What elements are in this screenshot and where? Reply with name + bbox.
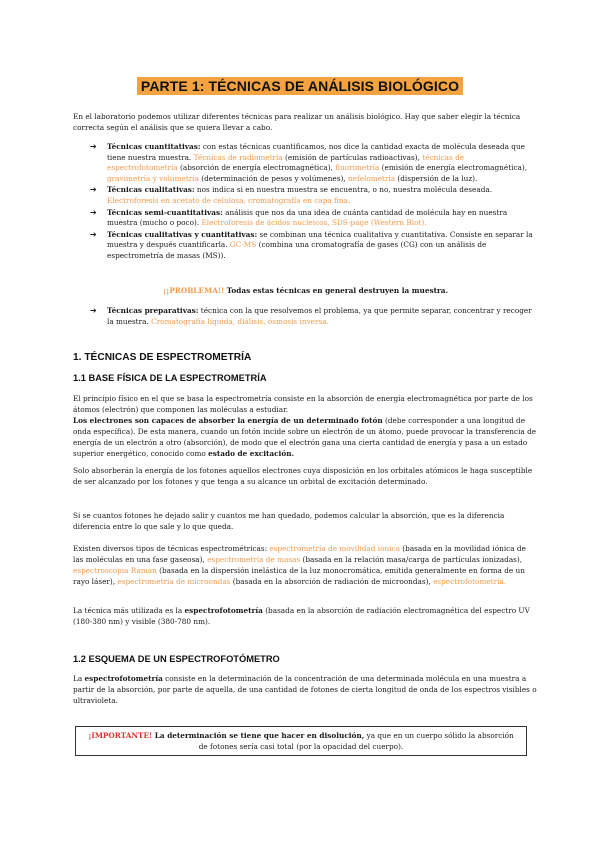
list-item-preparativas: [90, 306, 536, 327]
paragraph-physical-basis: [73, 393, 538, 459]
arrow-right-icon: ➔: [90, 142, 97, 151]
term-label: Técnicas cuantitativas:: [107, 142, 201, 151]
text: (basada en la movilidad iónica de las moléculas en una fase gaseosa),: [73, 544, 526, 564]
example-text: nefelometría: [347, 173, 396, 183]
text: ya que en un cuerpo sólido la absorción de fotones sería casi total (por la opacidad del cuerpo).: [198, 731, 514, 751]
paragraph-spectrophotometer: [73, 673, 538, 706]
section-heading-1-2: 1.2 ESQUEMA DE UN ESPECTROFOTÓMETRO: [73, 654, 280, 664]
text: (basada en la dispersión inelástica de la luz monocromática, emitida generalmente en forma de un rayo láser),: [73, 566, 525, 586]
example-text: fluorimetría: [335, 163, 380, 173]
paragraph-photons: Si se cuantos fotones he dejado salir y cuantos me han quedado, podemos calcular la absorción, que es la diferencia diferencia entre lo que sale y lo que queda.: [73, 511, 505, 531]
page-title: PARTE 1: TÉCNICAS DE ANÁLISIS BIOLÓGICO: [137, 77, 463, 95]
text: El principio físico en el que se basa la espectrometría consiste en la absorción de energía electromagnética por parte de los átomos (electrón) que componen las moléculas a estudiar.: [73, 394, 533, 414]
title-wrapper: [0, 76, 600, 95]
important-label: ¡IMPORTANTE!: [88, 731, 153, 740]
example-text: espectroscopia Raman: [73, 566, 157, 575]
text: (emisión de energía electromagnética),: [379, 163, 528, 173]
text: (combina una cromatografía de gases (CG) con un análisis de espectrometría de masas (MS)).: [107, 240, 487, 260]
example-text: espectrometría de microondas: [117, 577, 231, 586]
bold-text: espectrofotometría: [84, 674, 163, 683]
technique-list-2: [90, 306, 536, 328]
bold-text: Los electrones son capaces de absorber la energía de un determinado fotón: [73, 416, 383, 425]
paragraph-absorption: Solo absorberán la energía de los fotones aquellos electrones cuya disposición en los orbitales atómicos le haga susceptible de ser alcanzado por los fotones y que tenga a su alcance un orbital de excitación determinado.: [73, 466, 533, 486]
text: nos indica si en nuestra muestra se encuentra, o no, nuestra molécula deseada.: [194, 185, 493, 195]
important-note-box: [75, 726, 527, 756]
arrow-right-icon: ➔: [90, 185, 97, 195]
text: consiste en la determinación de la concentración de una determinada molécula en una muestra a partir de la absorción, por parte de aquella, de una cantidad de fotones de cierta longitud de onda de los espectros visibles o ultravioleta.: [73, 674, 537, 705]
bold-text: La determinación se tiene que hacer en disolución,: [152, 731, 365, 740]
text: La técnica más utilizada es la: [73, 606, 185, 615]
example-text: Cromatografía líquida, diálisis, ósmosis inversa.: [151, 316, 329, 326]
list-item-semicuantitativas: [90, 208, 536, 229]
arrow-right-icon: ➔: [90, 207, 97, 217]
term-label: Técnicas cualitativas:: [107, 185, 195, 195]
text: se combinan una técnica cualitativa y cuantitativa. Consiste en separar la muestra y después cuantificarla.: [107, 229, 533, 250]
example-text: GC-MS: [229, 240, 257, 250]
term-label: Técnicas semi-cuantitativas:: [107, 207, 223, 217]
example-text: Electroforesis en acetato de celulosa, cromatografía en capa fina.: [107, 195, 351, 205]
technique-list-1: [90, 142, 536, 263]
term-label: Técnicas cualitativas y cuantitativas:: [107, 229, 258, 239]
text: (basada en la absorción de radiación de microondas),: [230, 577, 434, 586]
example-text: gravimetría y volumetría: [107, 173, 199, 183]
bold-text: espectrofotometría: [184, 606, 263, 615]
text: (dispersión de la luz).: [395, 173, 478, 183]
example-text: espectrometría de masas: [207, 555, 301, 564]
text: Existen diversos tipos de técnicas espectrométricas:: [73, 544, 270, 553]
example-text: Electroforesis de ácidos nucleicos, SDS-page (Western Blot).: [201, 218, 427, 228]
example-text: espectrometría de movilidad iónica: [269, 544, 400, 553]
text: La: [73, 674, 85, 683]
arrow-right-icon: ➔: [90, 229, 97, 239]
intro-paragraph: En el laboratorio podemos utilizar diferentes técnicas para realizar un análisis biológico. Hay que saber elegir la técnica correcta según el análisis que se quiera llevar a cabo.: [73, 112, 521, 132]
text: (absorción de energía electromagnética),: [177, 163, 336, 173]
arrow-right-icon: ➔: [90, 306, 97, 315]
text: (determinación de pesos y volúmenes),: [198, 173, 348, 183]
problem-text: Todas estas técnicas en general destruyen la muestra.: [224, 286, 449, 295]
text: (debe corresponder a una longitud de onda específica). De esta manera, cuando un fotón incide sobre un electrón de un átomo, puede provocar la transferencia de energía de un electrón a otro (absorción), de modo que el electrón gana una cierta cantidad de energía y pasa a un estado superior energético, conocido como: [73, 416, 537, 458]
example-text: espectrofotometría.: [433, 577, 507, 586]
term-label: Técnicas preparativas:: [107, 306, 199, 315]
text: con estas técnicas cuantificamos, nos dice la cantidad exacta de molécula deseada que tiene nuestra muestra.: [107, 142, 525, 162]
example-text: técnicas de espectrofotometría: [107, 152, 465, 173]
text: (basada en la relación masa/carga de partículas ionizadas),: [300, 555, 523, 564]
example-text: Técnicas de radiometría: [193, 152, 283, 162]
bold-text: estado de excitación.: [208, 449, 295, 458]
paragraph-spectrophotometry: [73, 605, 538, 627]
problem-label: ¡¡PROBLEMA!!: [162, 286, 225, 295]
text: (emisión de partículas radioactivas),: [282, 152, 423, 162]
section-heading-1-1: 1.1 BASE FÍSICA DE LA ESPECTROMETRÍA: [73, 373, 267, 383]
text: técnica con la que resolvemos el problema, ya que permite separar, concentrar y recoger la muestra.: [107, 306, 532, 326]
list-item-cuantitativas: [90, 142, 536, 184]
text: (basada en la absorción de radiación electromagnética del espectro UV (180-380 nm) y visible (380-780 nm).: [73, 606, 530, 626]
list-item-mixtas: [90, 230, 536, 262]
paragraph-technique-types: [73, 543, 538, 587]
text: análisis que nos da una idea de cuánta cantidad de molécula hay en nuestra muestra (mucho o poco).: [107, 207, 508, 228]
problem-note: [73, 286, 538, 295]
list-item-cualitativas: [90, 185, 536, 206]
section-heading-1: 1. TÉCNICAS DE ESPECTROMETRÍA: [73, 352, 252, 363]
